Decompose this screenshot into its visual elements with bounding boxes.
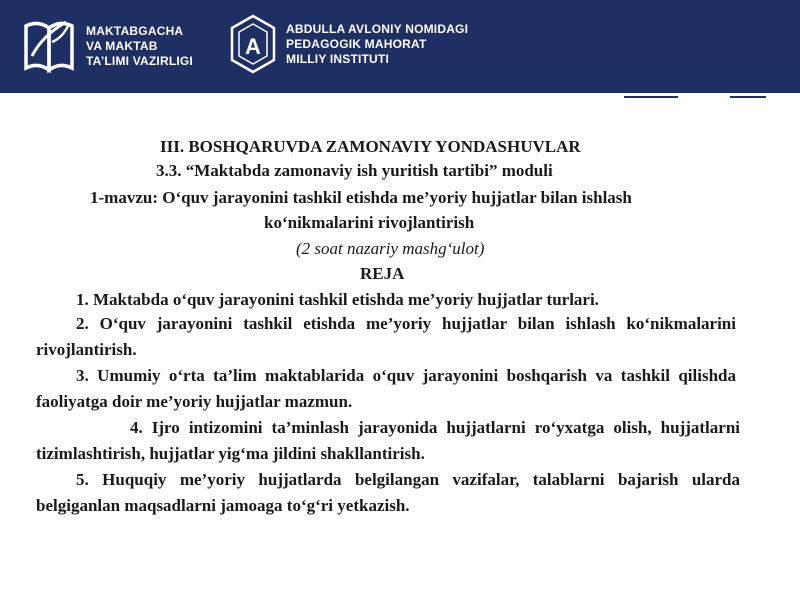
institute-logo-icon <box>228 12 278 76</box>
plan-title: REJA <box>360 264 405 283</box>
decor-line <box>730 96 766 98</box>
hours-note: (2 soat nazariy mashg‘ulot) <box>296 239 485 258</box>
plan-item: 5. Huquqiy me’yoriy hujjatlarda belgilangan vazifalar, talablarni bajarish ularda belgiganlan maqsadlarni jamoaga to‘g‘ri yetkazish. <box>36 470 740 515</box>
ministry-name: MAKTABGACHA VA MAKTAB TA’LIMI VAZIRLIGI <box>86 24 193 68</box>
plan-item: 1. Maktabda o‘quv jarayonini tashkil etishda me’yoriy hujjatlar turlari. <box>76 290 599 309</box>
svg-text:A: A <box>245 34 261 59</box>
section-title: III. BOSHQARUVDA ZAMONAVIY YONDASHUVLAR <box>160 137 581 156</box>
plan-item: 3. Umumiy o‘rta ta’lim maktablarida o‘quv jarayonini boshqarish va tashkil qilishda faoliyatga doir me’yoriy hujjatlar mazmun. <box>36 366 736 411</box>
plan-item: 4. Ijro intizomini ta’minlash jarayonida hujjatlarni ro‘yxatga olish, hujjatlarni tizimlashtirish, hujjatlar yig‘ma jildini shakllantirish. <box>36 418 740 463</box>
institute-name: ABDULLA AVLONIY NOMIDAGI PEDAGOGIK MAHORAT MILLIY INSTITUTI <box>286 22 469 66</box>
decor-line <box>614 80 678 82</box>
decor-line <box>624 96 678 98</box>
ministry-logo-icon <box>22 12 76 76</box>
topic-title-line1: 1-mavzu: O‘quv jarayonini tashkil etishda me’yoriy hujjatlar bilan ishlash <box>90 188 632 207</box>
topic-title-line2: ko‘nikmalarini rivojlantirish <box>264 213 475 232</box>
decor-line <box>752 80 766 82</box>
module-title: 3.3. “Maktabda zamonaviy ish yuritish tartibi” moduli <box>156 161 553 180</box>
header-bar <box>0 0 800 93</box>
plan-item: 2. O‘quv jarayonini tashkil etishda me’yoriy hujjatlar bilan ishlash ko‘nikmalarini rivojlantirish. <box>36 314 736 359</box>
